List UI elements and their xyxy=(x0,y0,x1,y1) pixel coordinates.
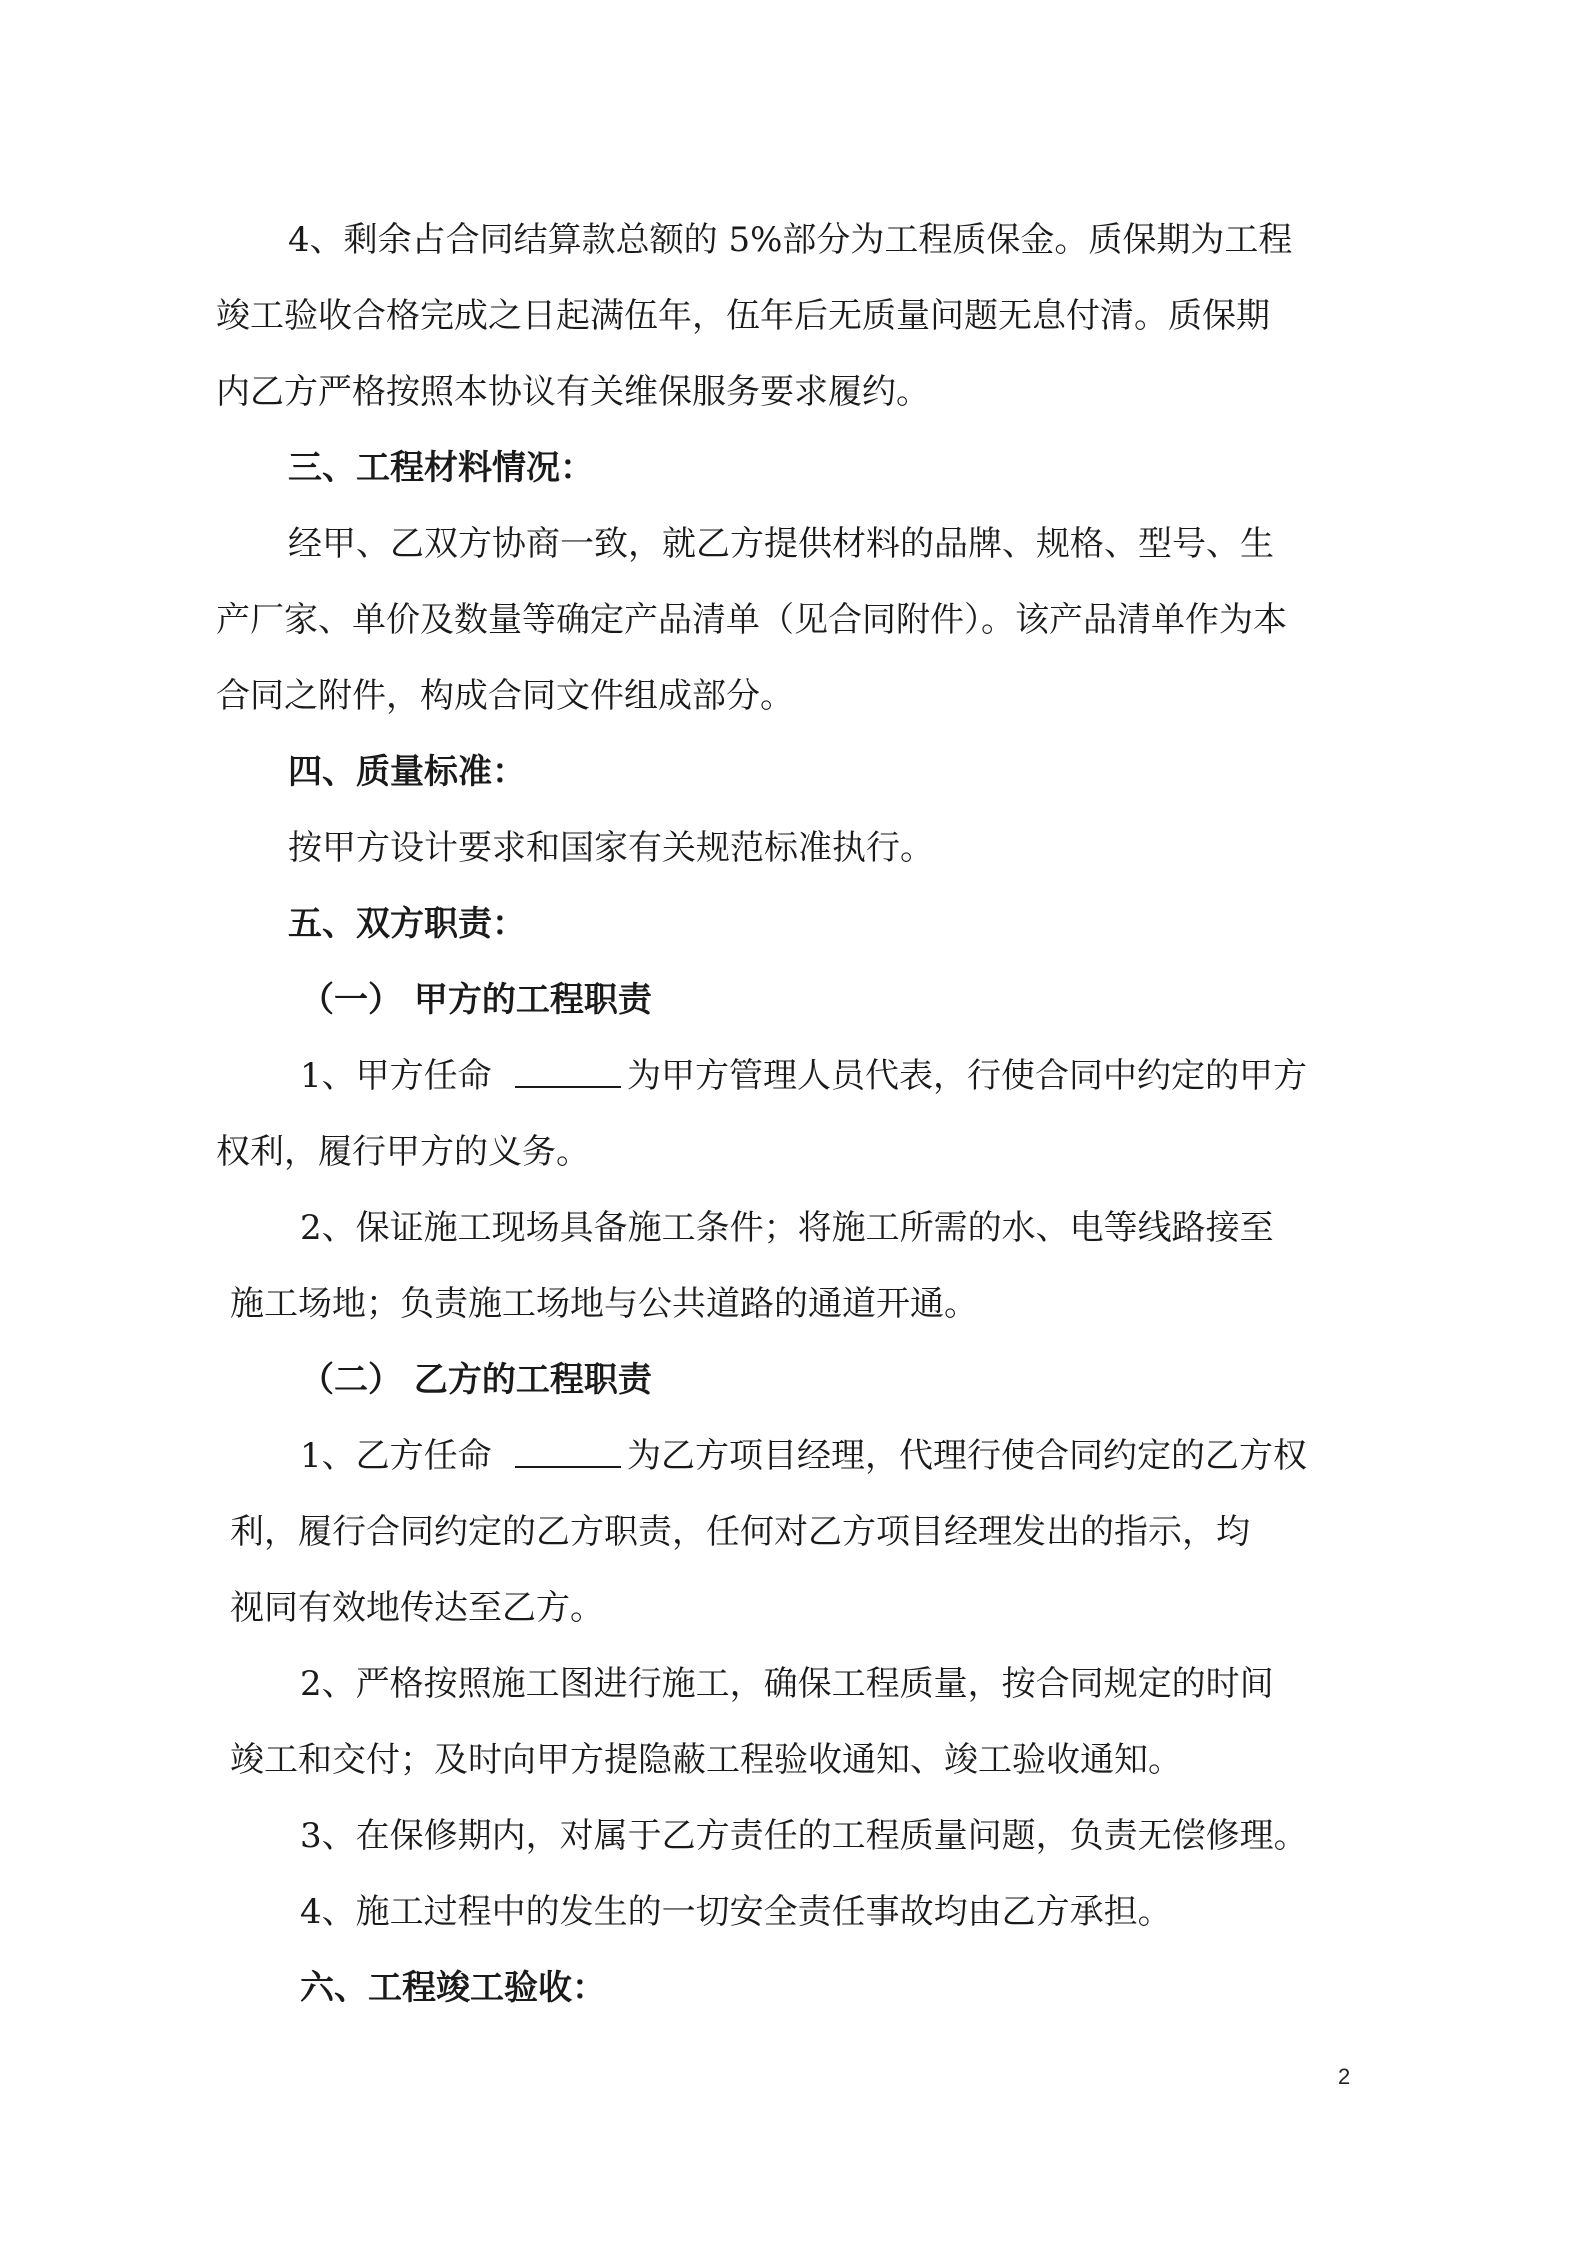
paragraph-materials-line-2 xyxy=(0,600,1586,640)
party-b-item-2-line-1 xyxy=(0,1664,1586,1704)
paragraph-text: 竣工验收合格完成之日起满伍年，伍年后无质量问题无息付清。质保期 xyxy=(216,296,1270,336)
paragraph-text: 视同有效地传达至乙方。 xyxy=(230,1588,604,1628)
section-heading-responsibilities xyxy=(0,904,1586,944)
paragraph-text: 2、严格按照施工图进行施工，确保工程质量，按合同规定的时间 xyxy=(300,1664,1274,1704)
paragraph-text: 内乙方严格按照本协议有关维保服务要求履约。 xyxy=(216,372,930,412)
blank-field xyxy=(513,1056,623,1097)
paragraph-materials-line-1 xyxy=(0,524,1586,564)
subheading-text: （二） 乙方的工程职责 xyxy=(300,1360,652,1400)
heading-text: 四、质量标准： xyxy=(288,752,526,792)
subheading-party-a xyxy=(0,980,1586,1020)
paragraph-text: 3、在保修期内，对属于乙方责任的工程质量问题，负责无偿修理。 xyxy=(300,1816,1308,1856)
subheading-text: （一） 甲方的工程职责 xyxy=(300,980,652,1020)
party-b-item-1-line-1 xyxy=(0,1436,1586,1476)
party-b-item-4 xyxy=(0,1892,1586,1932)
item-text-suffix: 为甲方管理人员代表，行使合同中约定的甲方 xyxy=(627,1056,1307,1096)
heading-text: 三、工程材料情况： xyxy=(288,448,594,488)
party-b-item-2-line-2 xyxy=(0,1740,1586,1780)
heading-text: 五、双方职责： xyxy=(288,904,526,944)
paragraph-warranty-line-2 xyxy=(0,296,1586,336)
paragraph-text: 4、施工过程中的发生的一切安全责任事故均由乙方承担。 xyxy=(300,1892,1172,1932)
party-a-item-1-line-1 xyxy=(0,1056,1586,1096)
item-text-suffix: 为乙方项目经理，代理行使合同约定的乙方权 xyxy=(627,1436,1307,1476)
party-b-item-3 xyxy=(0,1816,1586,1856)
blank-field xyxy=(513,1436,623,1477)
party-a-item-2-line-1 xyxy=(0,1208,1586,1248)
party-b-item-1-line-2 xyxy=(0,1512,1586,1552)
paragraph-quality xyxy=(0,828,1586,868)
paragraph-text: 4、剩余占合同结算款总额的 5%部分为工程质保金。质保期为工程 xyxy=(288,220,1293,260)
paragraph-materials-line-3 xyxy=(0,676,1586,716)
page-number: 2 xyxy=(1338,2064,1351,2089)
paragraph-warranty-line-3 xyxy=(0,372,1586,412)
paragraph-warranty-line-1 xyxy=(0,220,1586,260)
paragraph-text: 2、保证施工现场具备施工条件；将施工所需的水、电等线路接至 xyxy=(300,1208,1274,1248)
paragraph-text: 权利，履行甲方的义务。 xyxy=(216,1132,590,1172)
section-heading-acceptance xyxy=(0,1968,1586,2008)
paragraph-text: 合同之附件，构成合同文件组成部分。 xyxy=(216,676,794,716)
paragraph-text: 产厂家、单价及数量等确定产品清单（见合同附件）。该产品清单作为本 xyxy=(216,600,1287,640)
paragraph-text: 利，履行合同约定的乙方职责，任何对乙方项目经理发出的指示，均 xyxy=(230,1512,1250,1552)
item-text-prefix: 1、乙方任命 xyxy=(300,1436,492,1476)
subheading-party-b xyxy=(0,1360,1586,1400)
section-heading-materials xyxy=(0,448,1586,488)
paragraph-text: 经甲、乙双方协商一致，就乙方提供材料的品牌、规格、型号、生 xyxy=(288,524,1274,564)
party-a-item-1-line-2 xyxy=(0,1132,1586,1172)
item-text-prefix: 1、甲方任命 xyxy=(300,1056,492,1096)
paragraph-text: 竣工和交付；及时向甲方提隐蔽工程验收通知、竣工验收通知。 xyxy=(230,1740,1182,1780)
paragraph-text: 按甲方设计要求和国家有关规范标准执行。 xyxy=(288,828,934,868)
section-heading-quality xyxy=(0,752,1586,792)
heading-text: 六、工程竣工验收： xyxy=(300,1968,606,2008)
party-a-item-2-line-2 xyxy=(0,1284,1586,1324)
paragraph-text: 施工场地；负责施工场地与公共道路的通道开通。 xyxy=(230,1284,978,1324)
party-b-item-1-line-3 xyxy=(0,1588,1586,1628)
